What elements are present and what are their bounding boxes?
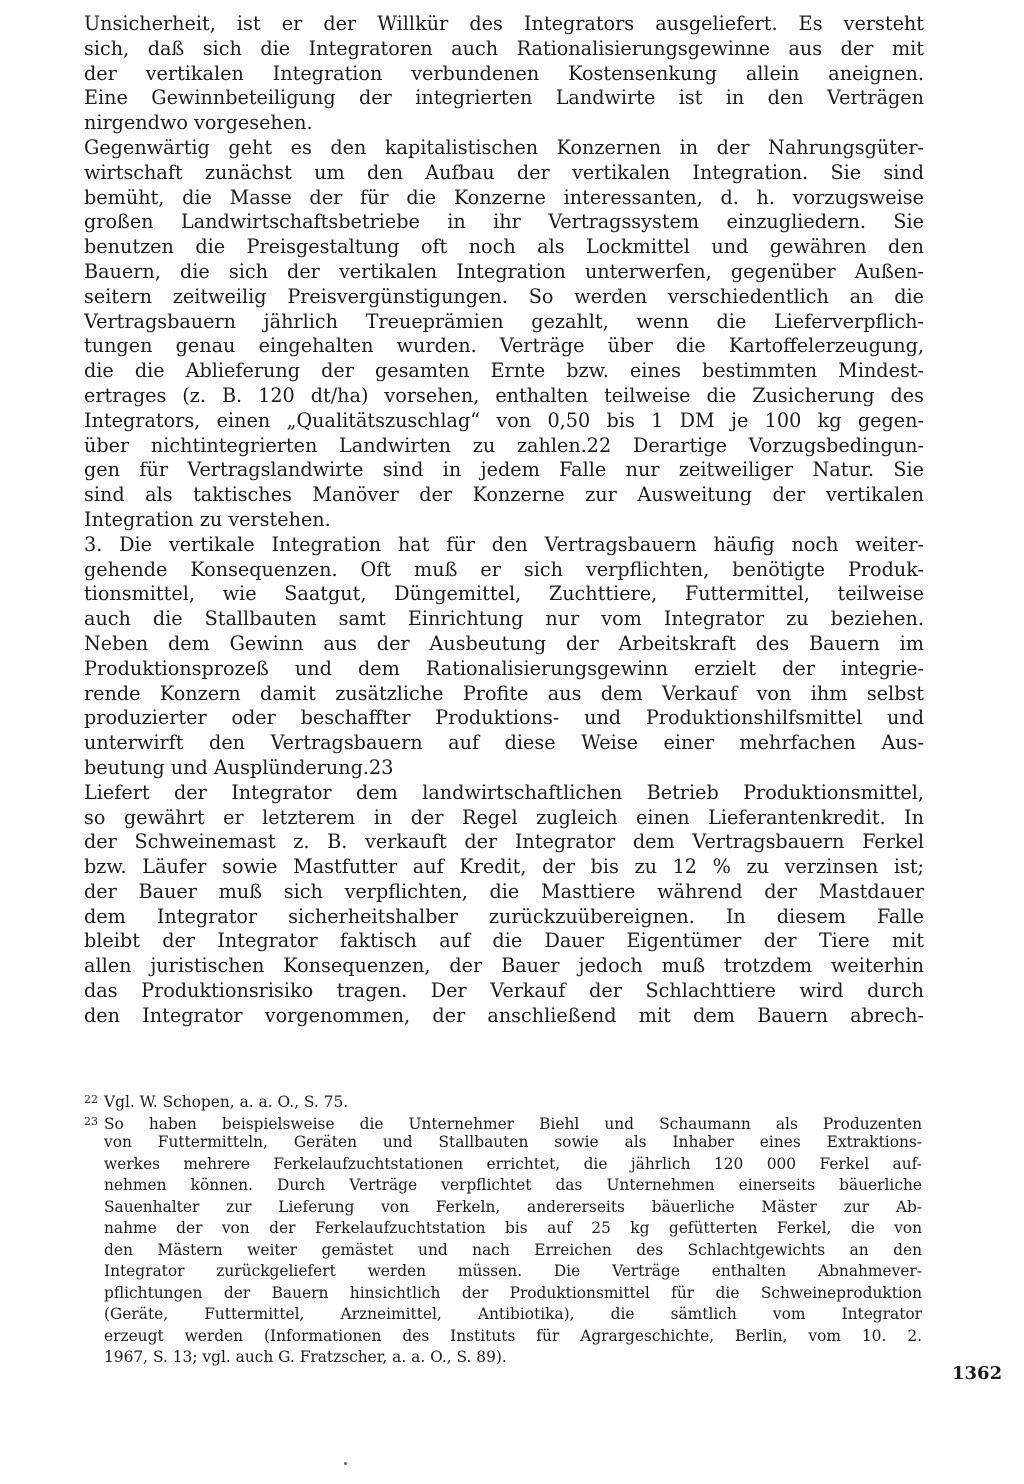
text-line: allen juristischen Konsequenzen, der Bauer jedoch muß trotzdem weiterhin (84, 954, 924, 978)
footnote-mark: 22 (84, 1093, 98, 1106)
text-line: bemüht, die Masse der für die Konzerne interessanten, d. h. vorzugsweise (84, 185, 924, 209)
footnote-line: nahme der von der Ferkelaufzuchtstation bis auf 25 kg gefütterten Ferkel, die von (104, 1219, 922, 1237)
footnote-line: Sauenhalter zur Lieferung von Ferkeln, andererseits bäuerliche Mäster zur Ab- (104, 1197, 922, 1216)
text-line: wirtschaft zunächst um den Aufbau der vertikalen Integration. Sie sind (84, 160, 924, 184)
text-line: der Bauer muß sich verpflichten, die Masttiere während der Mastdauer (84, 879, 924, 903)
page-number: 1362 (952, 1363, 1003, 1384)
footnote-line: nehmen können. Durch Verträge verpflichtet das Unternehmen einerseits bäuerliche (104, 1176, 922, 1194)
text-line: Vertragsbauern jährlich Treueprämien gezahlt, wenn die Lieferverpflich- (84, 309, 924, 333)
text-line: Gegenwärtig geht es den kapitalistischen Konzernen in der Nahrungsgüter- (84, 135, 924, 159)
footnote-line: pflichtungen der Bauern hinsichtlich der Produktionsmittel für die Schweineproduktion (104, 1283, 922, 1302)
text-line: 3. Die vertikale Integration hat für den Vertragsbauern häufig noch weiter- (84, 532, 924, 556)
footnote-line: werkes mehrere Ferkelaufzuchtstationen errichtet, die jährlich 120 000 Ferkel auf- (104, 1154, 922, 1173)
footnote-line: 1967, S. 13; vgl. auch G. Fratzscher, a. a. O., S. 89). (104, 1348, 507, 1366)
text-line: Bauern, die sich der vertikalen Integration unterwerfen, gegenüber Außen- (84, 259, 924, 283)
text-line: auch die Stallbauten samt Einrichtung nur vom Integrator zu beziehen. (84, 607, 924, 631)
text-line: großen Landwirtschaftsbetriebe in ihr Vertragssystem einzugliedern. Sie (84, 210, 924, 234)
text-line: der vertikalen Integration verbundenen Kostensenkung allein aneignen. (84, 61, 924, 85)
text-line: tionsmittel, wie Saatgut, Düngemittel, Zuchttiere, Futtermittel, teilweise (84, 582, 924, 606)
footnote-text: So haben beispielsweise die Unternehmer Biehl und Schaumann als Produzenten (104, 1114, 922, 1132)
main-text (84, 12, 924, 1029)
footnote-line: von Futtermitteln, Geräten und Stallbauten sowie als Inhaber eines Extraktions- (104, 1133, 922, 1151)
text-line: über nichtintegrierten Landwirten zu zahlen.22 Derartige Vorzugsbedingun- (84, 433, 924, 457)
text-line: der Schweinemast z. B. verkauft der Integrator dem Vertragsbauern Ferkel (84, 830, 924, 854)
text-line: gehende Konsequenzen. Oft muß er sich verpflichten, benötigte Produk- (84, 557, 924, 581)
text-line: produzierter oder beschaffter Produktions- und Produktionshilfsmittel und (84, 706, 924, 730)
footnote-line: den Mästern weiter gemästet und nach Erreichen des Schlachtgewichts an den (104, 1240, 922, 1259)
footnote-mark: 23 (84, 1114, 98, 1128)
text-line: Neben dem Gewinn aus der Ausbeutung der Arbeitskraft des Bauern im (84, 631, 924, 655)
text-line: Eine Gewinnbeteiligung der integrierten Landwirte ist in den Verträgen (84, 86, 924, 110)
footnote-line: (Geräte, Futtermittel, Arzneimittel, Antibiotika), die sämtlich vom Integrator (104, 1305, 922, 1323)
text-line: rende Konzern damit zusätzliche Profite aus dem Verkauf von ihm selbst (84, 681, 924, 705)
text-line: ertrages (z. B. 120 dt/ha) vorsehen, enthalten teilweise die Zusicherung des (84, 383, 924, 407)
text-line: benutzen die Preisgestaltung oft noch als Lockmittel und gewähren den (84, 235, 924, 259)
text-line: beutung und Ausplünderung.23 (84, 755, 394, 779)
scan-speck (344, 1462, 347, 1465)
footnotes (84, 1089, 922, 1369)
text-line: Integrators, einen „Qualitätszuschlag“ von 0,50 bis 1 DM je 100 kg gegen- (84, 408, 924, 432)
text-line: Integration zu verstehen. (84, 507, 331, 531)
text-line: bzw. Läufer sowie Mastfutter auf Kredit, der bis zu 12 % zu verzinsen ist; (84, 855, 924, 879)
text-line: Produktionsprozeß und dem Rationalisierungsgewinn erzielt der integrie- (84, 656, 924, 680)
footnote-line: Integrator zurückgeliefert werden müssen. Die Verträge enthalten Abnahmever- (104, 1262, 922, 1280)
footnote-23 (84, 1111, 922, 1133)
text-line: die die Ablieferung der gesamten Ernte bzw. eines bestimmten Mindest- (84, 359, 924, 383)
text-line: nirgendwo vorgesehen. (84, 111, 313, 135)
text-line: den Integrator vorgenommen, der anschließend mit dem Bauern abrech- (84, 1003, 924, 1027)
text-line: so gewährt er letzterem in der Regel zugleich einen Lieferantenkredit. In (84, 805, 924, 829)
text-line: Liefert der Integrator dem landwirtschaftlichen Betrieb Produktionsmittel, (84, 780, 924, 804)
text-line: tungen genau eingehalten wurden. Verträge über die Kartoffelerzeugung, (84, 334, 924, 358)
text-line: dem Integrator sicherheitshalber zurückzuübereignen. In diesem Falle (84, 904, 924, 928)
text-line: unterwirft den Vertragsbauern auf diese Weise einer mehrfachen Aus- (84, 731, 924, 755)
footnote-text: Vgl. W. Schopen, a. a. O., S. 75. (104, 1093, 349, 1111)
text-line: das Produktionsrisiko tragen. Der Verkauf der Schlachttiere wird durch (84, 979, 924, 1003)
text-line: sich, daß sich die Integratoren auch Rationalisierungsgewinne aus der mit (84, 36, 924, 60)
text-line: seitern zeitweilig Preisvergünstigungen. So werden verschiedentlich an die (84, 284, 924, 308)
footnote-line: erzeugt werden (Informationen des Instituts für Agrargeschichte, Berlin, vom 10. 2. (104, 1326, 922, 1345)
text-line: Unsicherheit, ist er der Willkür des Integrators ausgeliefert. Es versteht (84, 12, 924, 35)
footnote-22 (84, 1089, 922, 1111)
text-line: bleibt der Integrator faktisch auf die Dauer Eigentümer der Tiere mit (84, 929, 924, 953)
text-line: gen für Vertragslandwirte sind in jedem Falle nur zeitweiliger Natur. Sie (84, 458, 924, 482)
text-line: sind als taktisches Manöver der Konzerne zur Ausweitung der vertikalen (84, 483, 924, 507)
